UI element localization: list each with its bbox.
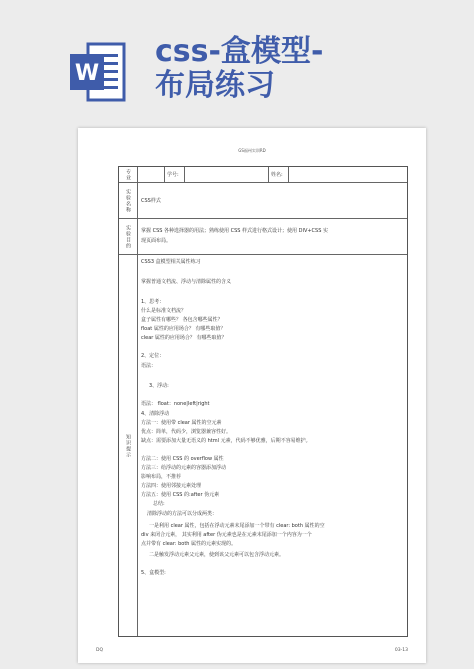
footer-right: 03-13: [394, 648, 408, 653]
major-label: 专业: [119, 167, 138, 182]
student-id-label: 学号:: [165, 167, 185, 182]
tip-line: float 属性的应用场合？ 有哪些取值？: [141, 326, 226, 332]
tip-line: 方法二：使用 CSS 的 overflow 属性: [141, 456, 224, 462]
tip-line: CSS3 盒模型相关属性练习: [141, 259, 201, 265]
tip-line: div 来闭合元素， 其实利用 after 伪元素也是在元素末尾添加一个内容为一个: [141, 532, 312, 538]
major-value[interactable]: [137, 167, 165, 182]
tip-line: 方法三：给浮动的元素的容器添加浮动: [141, 465, 227, 471]
tip-line: 3、浮动:: [149, 383, 169, 389]
knowledge-tips-content: [137, 255, 407, 636]
experiment-name-label: 实验名称: [119, 183, 138, 218]
tip-line: 什么是标准文档流？: [141, 308, 187, 314]
document-page: [78, 128, 426, 663]
name-value[interactable]: [289, 167, 407, 182]
banner-title-line1: css-盒模型-: [155, 34, 324, 69]
tip-line: 优点：简单，代码少，浏览器兼容性好。: [141, 429, 232, 435]
tip-line: 语法： float：none|left|right: [141, 401, 210, 407]
tip-line: 缺点：需要添加大量无语义的 html 元素，代码不够优雅，后期不容易维护。: [141, 438, 311, 444]
word-document-icon: [70, 40, 126, 104]
tip-line: 2、定位：: [141, 353, 165, 359]
info-row: [119, 167, 407, 183]
knowledge-tips-label: 知识提示: [119, 255, 138, 636]
tip-line: 盒子属性有哪些？ 各包含哪些属性？: [141, 317, 223, 323]
purpose-line-2: 现页面布局。: [141, 238, 172, 244]
tip-line: 方法五：使用 CSS 的:after 伪元素: [141, 492, 220, 498]
experiment-name-value: CSS样式: [141, 198, 161, 204]
tip-line: 4、清除浮动: [141, 411, 170, 417]
footer-left: DQ: [96, 648, 104, 653]
tip-line: 5、盒模型:: [141, 570, 166, 576]
tip-line: 语法：: [141, 363, 157, 369]
tip-line: 总结:: [153, 501, 165, 507]
purpose-line-1: 掌握 CSS 各种选择器的用法；熟练使用 CSS 样式进行格式设计；使用 DIV+CSS 实: [141, 228, 328, 234]
student-id-value[interactable]: [185, 167, 269, 182]
experiment-purpose-label: 实验目的: [119, 219, 138, 254]
tip-line: 方法一：使用带 clear 属性的空元素: [141, 420, 222, 426]
tip-line: clear 属性的应用场合？ 有哪些取值？: [141, 335, 227, 341]
tip-line: 方法四：使用邻接元素处理: [141, 483, 202, 489]
header-note: GS福州实训RD: [238, 148, 266, 153]
tip-line: 影响布局，不推荐: [141, 474, 182, 480]
svg-text:W: W: [74, 61, 100, 86]
experiment-purpose-row: [119, 219, 407, 255]
tip-line: 一是利用 clear 属性，包括在浮动元素末尾添加一个带有 clear: both 属性的空: [149, 523, 325, 529]
name-label: 姓名:: [269, 167, 289, 182]
tip-line: 点并带有 clear: both 属性的元素实现的。: [141, 541, 237, 547]
tip-line: 清除浮动的方法可以分成两类：: [147, 511, 218, 517]
tip-line: 二是触发浮动元素父元素，使到该父元素可以包含浮动元素。: [149, 552, 285, 558]
experiment-purpose-value: [137, 219, 407, 254]
tip-line: 1、思考：: [141, 299, 165, 305]
banner-title-line2: 布局练习: [155, 68, 275, 103]
lab-report-table: [118, 166, 408, 637]
knowledge-tips-row: [119, 255, 407, 636]
experiment-name-row: [119, 183, 407, 219]
tip-line: 掌握普通文档流、浮动与清除属性的含义: [141, 279, 232, 285]
